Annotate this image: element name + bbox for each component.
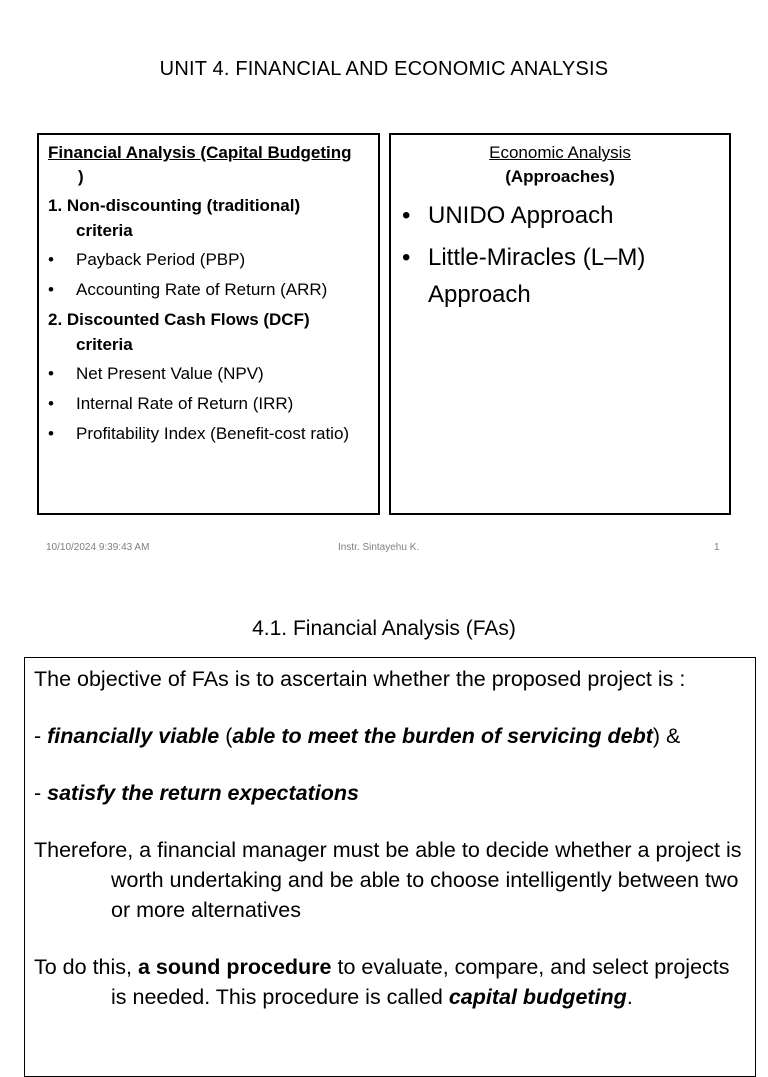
financial-analysis-box (37, 133, 380, 515)
section-label-line2: criteria (76, 221, 133, 240)
dash: - (34, 724, 48, 748)
text-run: . (626, 985, 633, 1009)
footer-author: Instr. Sintayehu K. (338, 542, 420, 553)
procedure-paragraph (34, 952, 745, 1012)
economic-analysis-box (389, 133, 731, 515)
financial-analysis-heading (48, 141, 370, 189)
section-label-line1: 2. Discounted Cash Flows (DCF) (48, 310, 310, 329)
text-run: ( (219, 724, 233, 748)
viability-paragraph (34, 721, 745, 751)
footer-page-number: 1 (714, 542, 720, 553)
emphasis-text: capital budgeting (448, 985, 627, 1009)
financial-analysis-heading-line1: Financial Analysis (Capital Budgeting (48, 143, 352, 162)
dcf-list (48, 361, 370, 446)
approaches-list (399, 197, 721, 313)
section-label-line2: criteria (76, 335, 133, 354)
section-label-dcf (48, 307, 370, 357)
text-run: To do this, (34, 955, 138, 979)
text-run: ) & (652, 724, 681, 748)
slide2-title: 4.1. Financial Analysis (FAs) (252, 617, 516, 640)
slide-title: UNIT 4. FINANCIAL AND ECONOMIC ANALYSIS (159, 58, 609, 80)
text-run: to evaluate, compare, and select projects is needed. This procedure is called (111, 955, 730, 1009)
economic-analysis-heading: Economic Analysis (489, 143, 631, 162)
objective-paragraph: The objective of FAs is to ascertain whether the proposed project is : (34, 667, 686, 691)
economic-analysis-subheading: (Approaches) (505, 167, 615, 186)
financial-analysis-heading-line2: ) (78, 167, 84, 186)
dash: - (34, 781, 48, 805)
list-item: • UNIDO Approach (399, 197, 721, 234)
emphasis-text: a sound procedure (137, 955, 332, 979)
return-paragraph (34, 778, 745, 808)
list-item: • Net Present Value (NPV) (48, 361, 370, 386)
footer-date: 10/10/2024 9:39:43 AM (46, 542, 150, 553)
list-item: • Payback Period (PBP) (48, 247, 370, 272)
section-label-line1: 1. Non-discounting (traditional) (48, 196, 301, 215)
list-item: • Internal Rate of Return (IRR) (48, 391, 370, 416)
list-item: • Little-Miracles (L–M) Approach (399, 239, 721, 313)
emphasis-text: satisfy the return expectations (47, 781, 359, 805)
therefore-paragraph: Therefore, a financial manager must be able to decide whether a project is worth undertaking and be able to choose intelligently between two or more alternatives (34, 838, 742, 922)
emphasis-text: financially viable (47, 724, 220, 748)
list-item: • Profitability Index (Benefit-cost ratio) (48, 421, 370, 446)
financial-analysis-text-box (24, 657, 756, 1077)
list-item: • Accounting Rate of Return (ARR) (48, 277, 370, 302)
section-label-non-discounting (48, 193, 370, 243)
non-discounting-list (48, 247, 370, 302)
emphasis-text: able to meet the burden of servicing debt (232, 724, 653, 748)
